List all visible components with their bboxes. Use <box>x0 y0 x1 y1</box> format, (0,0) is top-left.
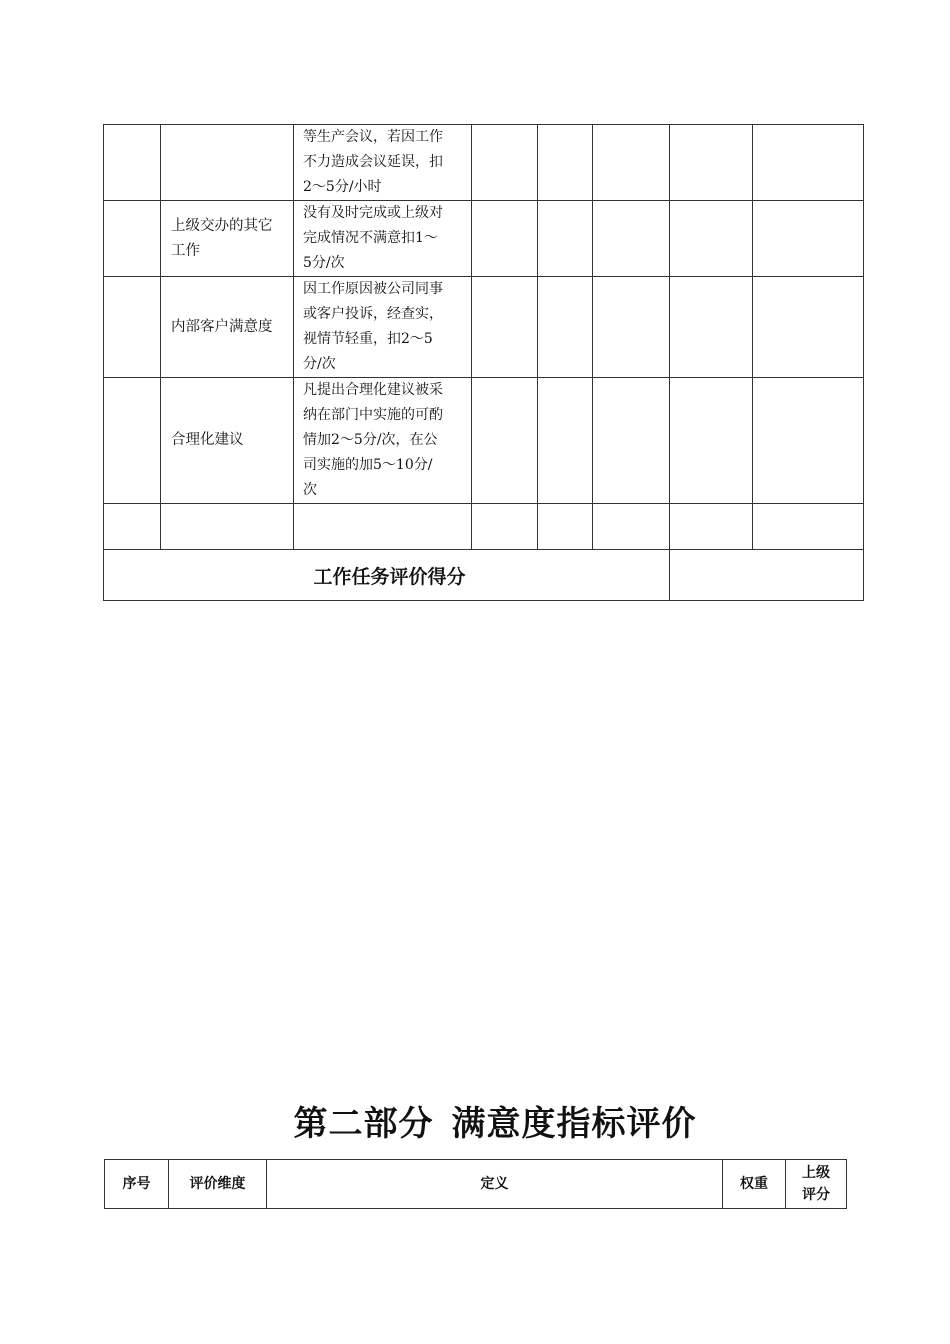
row-number-cell <box>104 277 161 378</box>
score-cell[interactable] <box>538 378 593 504</box>
score-cell[interactable] <box>670 504 753 550</box>
score-cell[interactable] <box>593 504 670 550</box>
definition-cell <box>294 125 472 201</box>
table-row <box>104 201 864 277</box>
definition-line: 情加2～5分/次，在公 <box>303 432 438 448</box>
definition-line: 2～5分/小时 <box>303 179 382 195</box>
dimension-cell <box>161 125 294 201</box>
score-cell[interactable] <box>593 125 670 201</box>
definition-line: 次 <box>303 482 317 498</box>
row-number-cell <box>104 125 161 201</box>
score-cell[interactable] <box>593 378 670 504</box>
score-cell[interactable] <box>753 504 864 550</box>
table-row <box>104 277 864 378</box>
score-cell[interactable] <box>670 125 753 201</box>
definition-line: 司实施的加5～10分/ <box>303 457 433 473</box>
score-cell[interactable] <box>538 201 593 277</box>
dimension-cell: 上级交办的其它工作 <box>161 201 294 277</box>
score-cell[interactable] <box>670 277 753 378</box>
definition-line: 或客户投诉，经查实， <box>303 306 443 322</box>
row-number-cell <box>104 504 161 550</box>
score-cell[interactable] <box>472 277 538 378</box>
score-cell[interactable] <box>472 201 538 277</box>
definition-line: 没有及时完成或上级对 <box>303 205 443 221</box>
header-superior-score <box>786 1160 847 1209</box>
score-cell[interactable] <box>593 277 670 378</box>
definition-line: 凡提出合理化建议被采 <box>303 382 443 398</box>
definition-line: 视情节轻重，扣2～5 <box>303 331 433 347</box>
score-cell[interactable] <box>753 378 864 504</box>
total-score-label: 工作任务评价得分 <box>104 550 670 601</box>
task-evaluation-table <box>103 124 864 601</box>
header-superior-score-line: 评分 <box>802 1187 830 1203</box>
score-cell[interactable] <box>670 378 753 504</box>
score-cell[interactable] <box>538 504 593 550</box>
definition-line: 因工作原因被公司同事 <box>303 281 443 297</box>
definition-line: 等生产会议，若因工作 <box>303 129 443 145</box>
definition-line: 5分/次 <box>303 255 345 271</box>
section-name-label: 满意度指标评价 <box>451 1104 697 1144</box>
header-number: 序号 <box>105 1160 169 1209</box>
table-row <box>104 504 864 550</box>
section-title <box>0 1096 950 1145</box>
satisfaction-evaluation-table <box>104 1159 847 1209</box>
score-cell[interactable] <box>472 125 538 201</box>
total-score-value-cell[interactable] <box>670 550 864 601</box>
score-cell[interactable] <box>670 201 753 277</box>
header-definition: 定义 <box>267 1160 723 1209</box>
row-number-cell <box>104 201 161 277</box>
header-weight: 权重 <box>723 1160 786 1209</box>
definition-line: 分/次 <box>303 356 336 372</box>
score-cell[interactable] <box>472 504 538 550</box>
score-cell[interactable] <box>472 378 538 504</box>
dimension-cell: 内部客户满意度 <box>161 277 294 378</box>
section-part-label: 第二部分 <box>293 1104 434 1144</box>
total-row <box>104 550 864 601</box>
score-cell[interactable] <box>538 277 593 378</box>
row-number-cell <box>104 378 161 504</box>
definition-cell <box>294 277 472 378</box>
score-cell[interactable] <box>538 125 593 201</box>
header-superior-score-line: 上级 <box>802 1165 830 1181</box>
definition-line: 纳在部门中实施的可酌 <box>303 407 443 423</box>
definition-cell <box>294 504 472 550</box>
score-cell[interactable] <box>753 125 864 201</box>
definition-cell <box>294 201 472 277</box>
definition-cell <box>294 378 472 504</box>
score-cell[interactable] <box>753 201 864 277</box>
table-header-row <box>105 1160 847 1209</box>
score-cell[interactable] <box>593 201 670 277</box>
header-dimension: 评价维度 <box>169 1160 267 1209</box>
table-row <box>104 125 864 201</box>
definition-line: 不力造成会议延误，扣 <box>303 154 443 170</box>
dimension-cell <box>161 504 294 550</box>
table-row <box>104 378 864 504</box>
score-cell[interactable] <box>753 277 864 378</box>
dimension-cell: 合理化建议 <box>161 378 294 504</box>
definition-line: 完成情况不满意扣1～ <box>303 230 438 246</box>
